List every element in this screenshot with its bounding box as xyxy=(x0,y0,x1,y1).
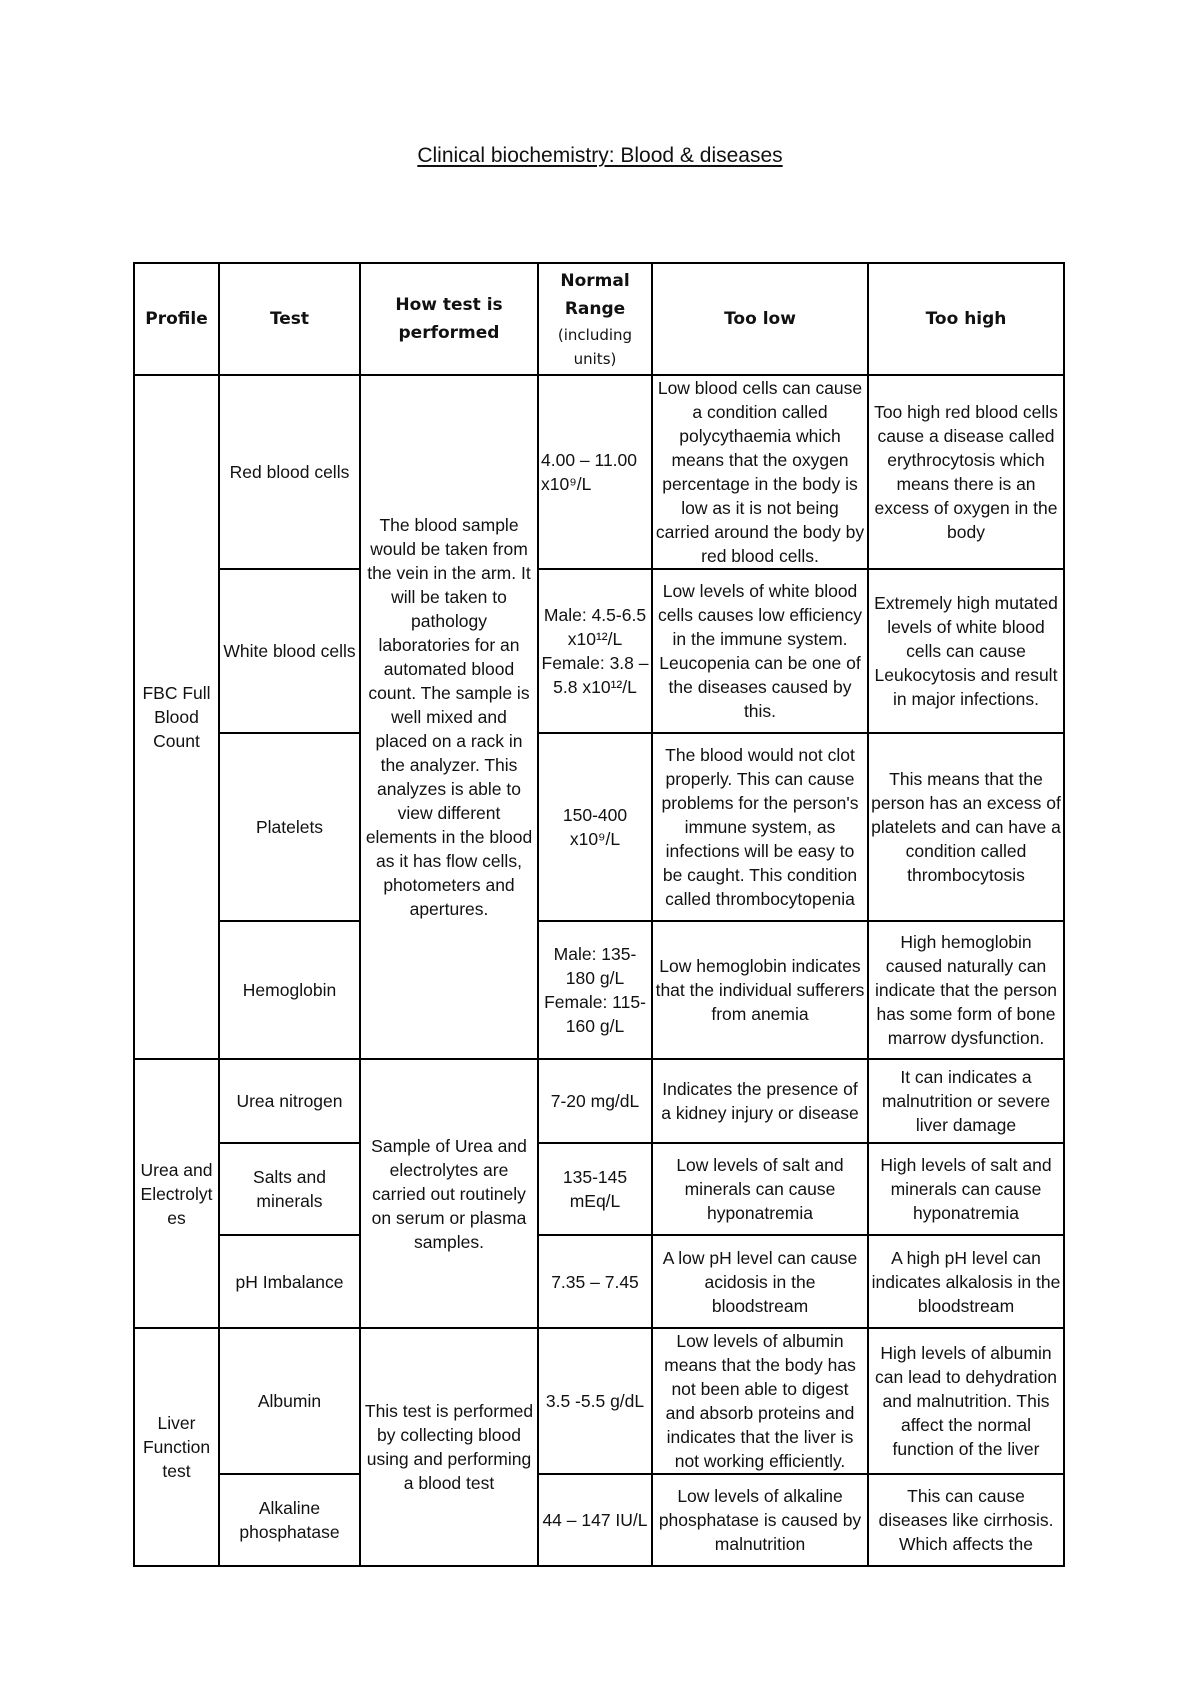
table-row xyxy=(134,569,1064,733)
table-row xyxy=(134,1059,1064,1143)
too-high-cell: Extremely high mutated levels of white blood cells can cause Leukocytosis and result in major infections. xyxy=(868,569,1064,733)
too-low-cell: Low levels of alkaline phosphatase is caused by malnutrition xyxy=(652,1474,868,1566)
too-high-cell: Too high red blood cells cause a disease called erythrocytosis which means there is an excess of oxygen in the body xyxy=(868,375,1064,569)
range-cell: 4.00 – 11.00 x10⁹/L xyxy=(538,375,652,569)
too-low-cell: A low pH level can cause acidosis in the bloodstream xyxy=(652,1235,868,1328)
table-row xyxy=(134,1328,1064,1474)
too-low-cell: Low levels of white blood cells causes low efficiency in the immune system. Leucopenia can be one of the diseases caused by this. xyxy=(652,569,868,733)
header-normal-range xyxy=(538,263,652,375)
blood-tests-table xyxy=(133,262,1065,1567)
too-low-cell: Low levels of albumin means that the body has not been able to digest and absorb proteins and indicates that the liver is not working efficiently. xyxy=(652,1328,868,1474)
range-cell: Male: 4.5-6.5 x10¹²/L Female: 3.8 – 5.8 x10¹²/L xyxy=(538,569,652,733)
header-too-low: Too low xyxy=(652,263,868,375)
table-row xyxy=(134,921,1064,1059)
header-row xyxy=(134,263,1064,375)
test-cell: pH Imbalance xyxy=(219,1235,360,1328)
method-cell: This test is performed by collecting blood using and performing a blood test xyxy=(360,1328,538,1566)
range-cell: 135-145 mEq/L xyxy=(538,1143,652,1235)
range-cell: 3.5 -5.5 g/dL xyxy=(538,1328,652,1474)
test-cell: Alkaline phosphatase xyxy=(219,1474,360,1566)
profile-cell: Liver Function test xyxy=(134,1328,219,1566)
header-normal-range-title: Normal Range xyxy=(560,271,630,319)
test-cell: White blood cells xyxy=(219,569,360,733)
too-high-cell: A high pH level can indicates alkalosis in the bloodstream xyxy=(868,1235,1064,1328)
too-high-cell: This means that the person has an excess of platelets and can have a condition called thrombocytosis xyxy=(868,733,1064,921)
too-low-cell: Low levels of salt and minerals can cause hyponatremia xyxy=(652,1143,868,1235)
test-cell: Urea nitrogen xyxy=(219,1059,360,1143)
table-row xyxy=(134,1474,1064,1566)
test-cell: Salts and minerals xyxy=(219,1143,360,1235)
header-normal-range-units: (including units) xyxy=(557,326,633,368)
too-high-cell: High hemoglobin caused naturally can indicate that the person has some form of bone marrow dysfunction. xyxy=(868,921,1064,1059)
table-row xyxy=(134,1235,1064,1328)
profile-cell: FBC Full Blood Count xyxy=(134,375,219,1059)
range-cell: 44 – 147 IU/L xyxy=(538,1474,652,1566)
test-cell: Albumin xyxy=(219,1328,360,1474)
too-low-cell: Low blood cells can cause a condition called polycythaemia which means that the oxygen percentage in the body is low as it is not being carried around the body by red blood cells. xyxy=(652,375,868,569)
header-test: Test xyxy=(219,263,360,375)
method-cell: Sample of Urea and electrolytes are carried out routinely on serum or plasma samples. xyxy=(360,1059,538,1328)
header-profile: Profile xyxy=(134,263,219,375)
too-low-cell: Low hemoglobin indicates that the individual sufferers from anemia xyxy=(652,921,868,1059)
too-high-cell: High levels of albumin can lead to dehydration and malnutrition. This affect the normal function of the liver xyxy=(868,1328,1064,1474)
header-how-performed: How test is performed xyxy=(360,263,538,375)
too-low-cell: Indicates the presence of a kidney injury or disease xyxy=(652,1059,868,1143)
table-row xyxy=(134,1143,1064,1235)
test-cell: Hemoglobin xyxy=(219,921,360,1059)
range-cell: 150-400 x10⁹/L xyxy=(538,733,652,921)
page-title: Clinical biochemistry: Blood & diseases xyxy=(417,144,783,167)
too-low-cell: The blood would not clot properly. This can cause problems for the person's immune system, as infections will be easy to be caught. This condition called thrombocytopenia xyxy=(652,733,868,921)
range-cell: Male: 135-180 g/L Female: 115-160 g/L xyxy=(538,921,652,1059)
too-high-cell: This can cause diseases like cirrhosis. Which affects the xyxy=(868,1474,1064,1566)
table-row xyxy=(134,375,1064,569)
test-cell: Red blood cells xyxy=(219,375,360,569)
test-cell: Platelets xyxy=(219,733,360,921)
method-cell: The blood sample would be taken from the vein in the arm. It will be taken to pathology laboratories for an automated blood count. The sample is well mixed and placed on a rack in the analyzer. This analyzes is able to view different elements in the blood as it has flow cells, photometers and apertures. xyxy=(360,375,538,1059)
too-high-cell: High levels of salt and minerals can cause hyponatremia xyxy=(868,1143,1064,1235)
table-row xyxy=(134,733,1064,921)
profile-cell: Urea and Electrolytes xyxy=(134,1059,219,1328)
header-too-high: Too high xyxy=(868,263,1064,375)
range-cell: 7.35 – 7.45 xyxy=(538,1235,652,1328)
too-high-cell: It can indicates a malnutrition or severe liver damage xyxy=(868,1059,1064,1143)
range-cell: 7-20 mg/dL xyxy=(538,1059,652,1143)
